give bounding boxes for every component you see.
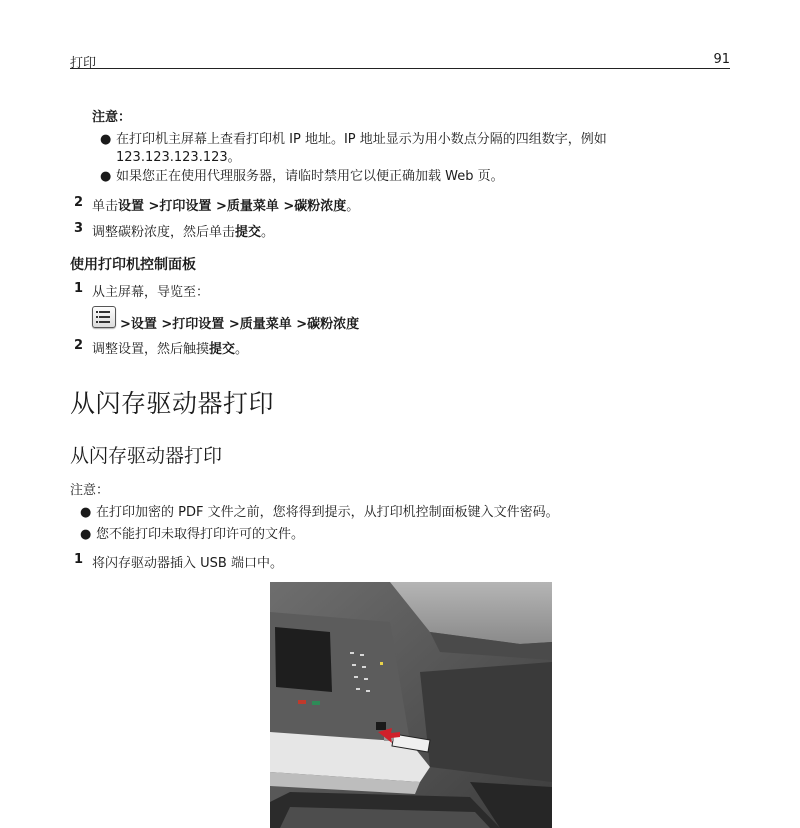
section-title-control-panel: 使用打印机控制面板 (70, 257, 196, 273)
step-item: 2 调整设置，然后触摸提交。 (74, 338, 249, 357)
note-label: 注意： (92, 110, 132, 125)
bullet-icon: ● (100, 132, 112, 147)
bullet-icon: ● (80, 505, 92, 520)
submit-keyword: 提交 (235, 225, 262, 240)
menu-list-icon (92, 306, 116, 328)
note-bullet: ● 在打印加密的 PDF 文件之前，您将得到提示，从打印机控制面板键入文件密码。 (80, 505, 559, 520)
menu-path: 设置 >打印设置 >质量菜单 >碳粉浓度 (118, 199, 347, 214)
note-label: 注意： (70, 483, 110, 498)
note-bullet: ● 如果您正在使用代理服务器，请临时禁用它以便正确加载 Web 页。 (100, 169, 504, 184)
bullet-icon: ● (80, 527, 92, 542)
bullet-icon: ● (100, 169, 112, 184)
step-item: 3 调整碳粉浓度，然后单击提交。 (74, 221, 275, 240)
page-number: 91 (713, 52, 730, 67)
step-item: 2 单击设置 >打印设置 >质量菜单 >碳粉浓度。 (74, 195, 360, 214)
main-heading: 从闪存驱动器打印 (70, 389, 275, 418)
printer-usb-illustration (270, 582, 552, 828)
note-bullet-continuation: 123.123.123.123。 (116, 150, 241, 165)
header-section-title: 打印 (70, 56, 97, 71)
header-divider (70, 68, 730, 69)
note-bullet: ● 在打印机主屏幕上查看打印机 IP 地址。IP 地址显示为用小数点分隔的四组数字，例如 (100, 132, 607, 147)
nav-path: >设置 >打印设置 >质量菜单 >碳粉浓度 (120, 317, 360, 332)
submit-keyword: 提交 (209, 342, 236, 357)
step-item: 1 从主屏幕，导览至： (74, 281, 210, 300)
sub-heading: 从闪存驱动器打印 (70, 445, 223, 467)
step-item: 1 将闪存驱动器插入 USB 端口中。 (74, 552, 283, 571)
note-bullet: ● 您不能打印未取得打印许可的文件。 (80, 527, 305, 542)
